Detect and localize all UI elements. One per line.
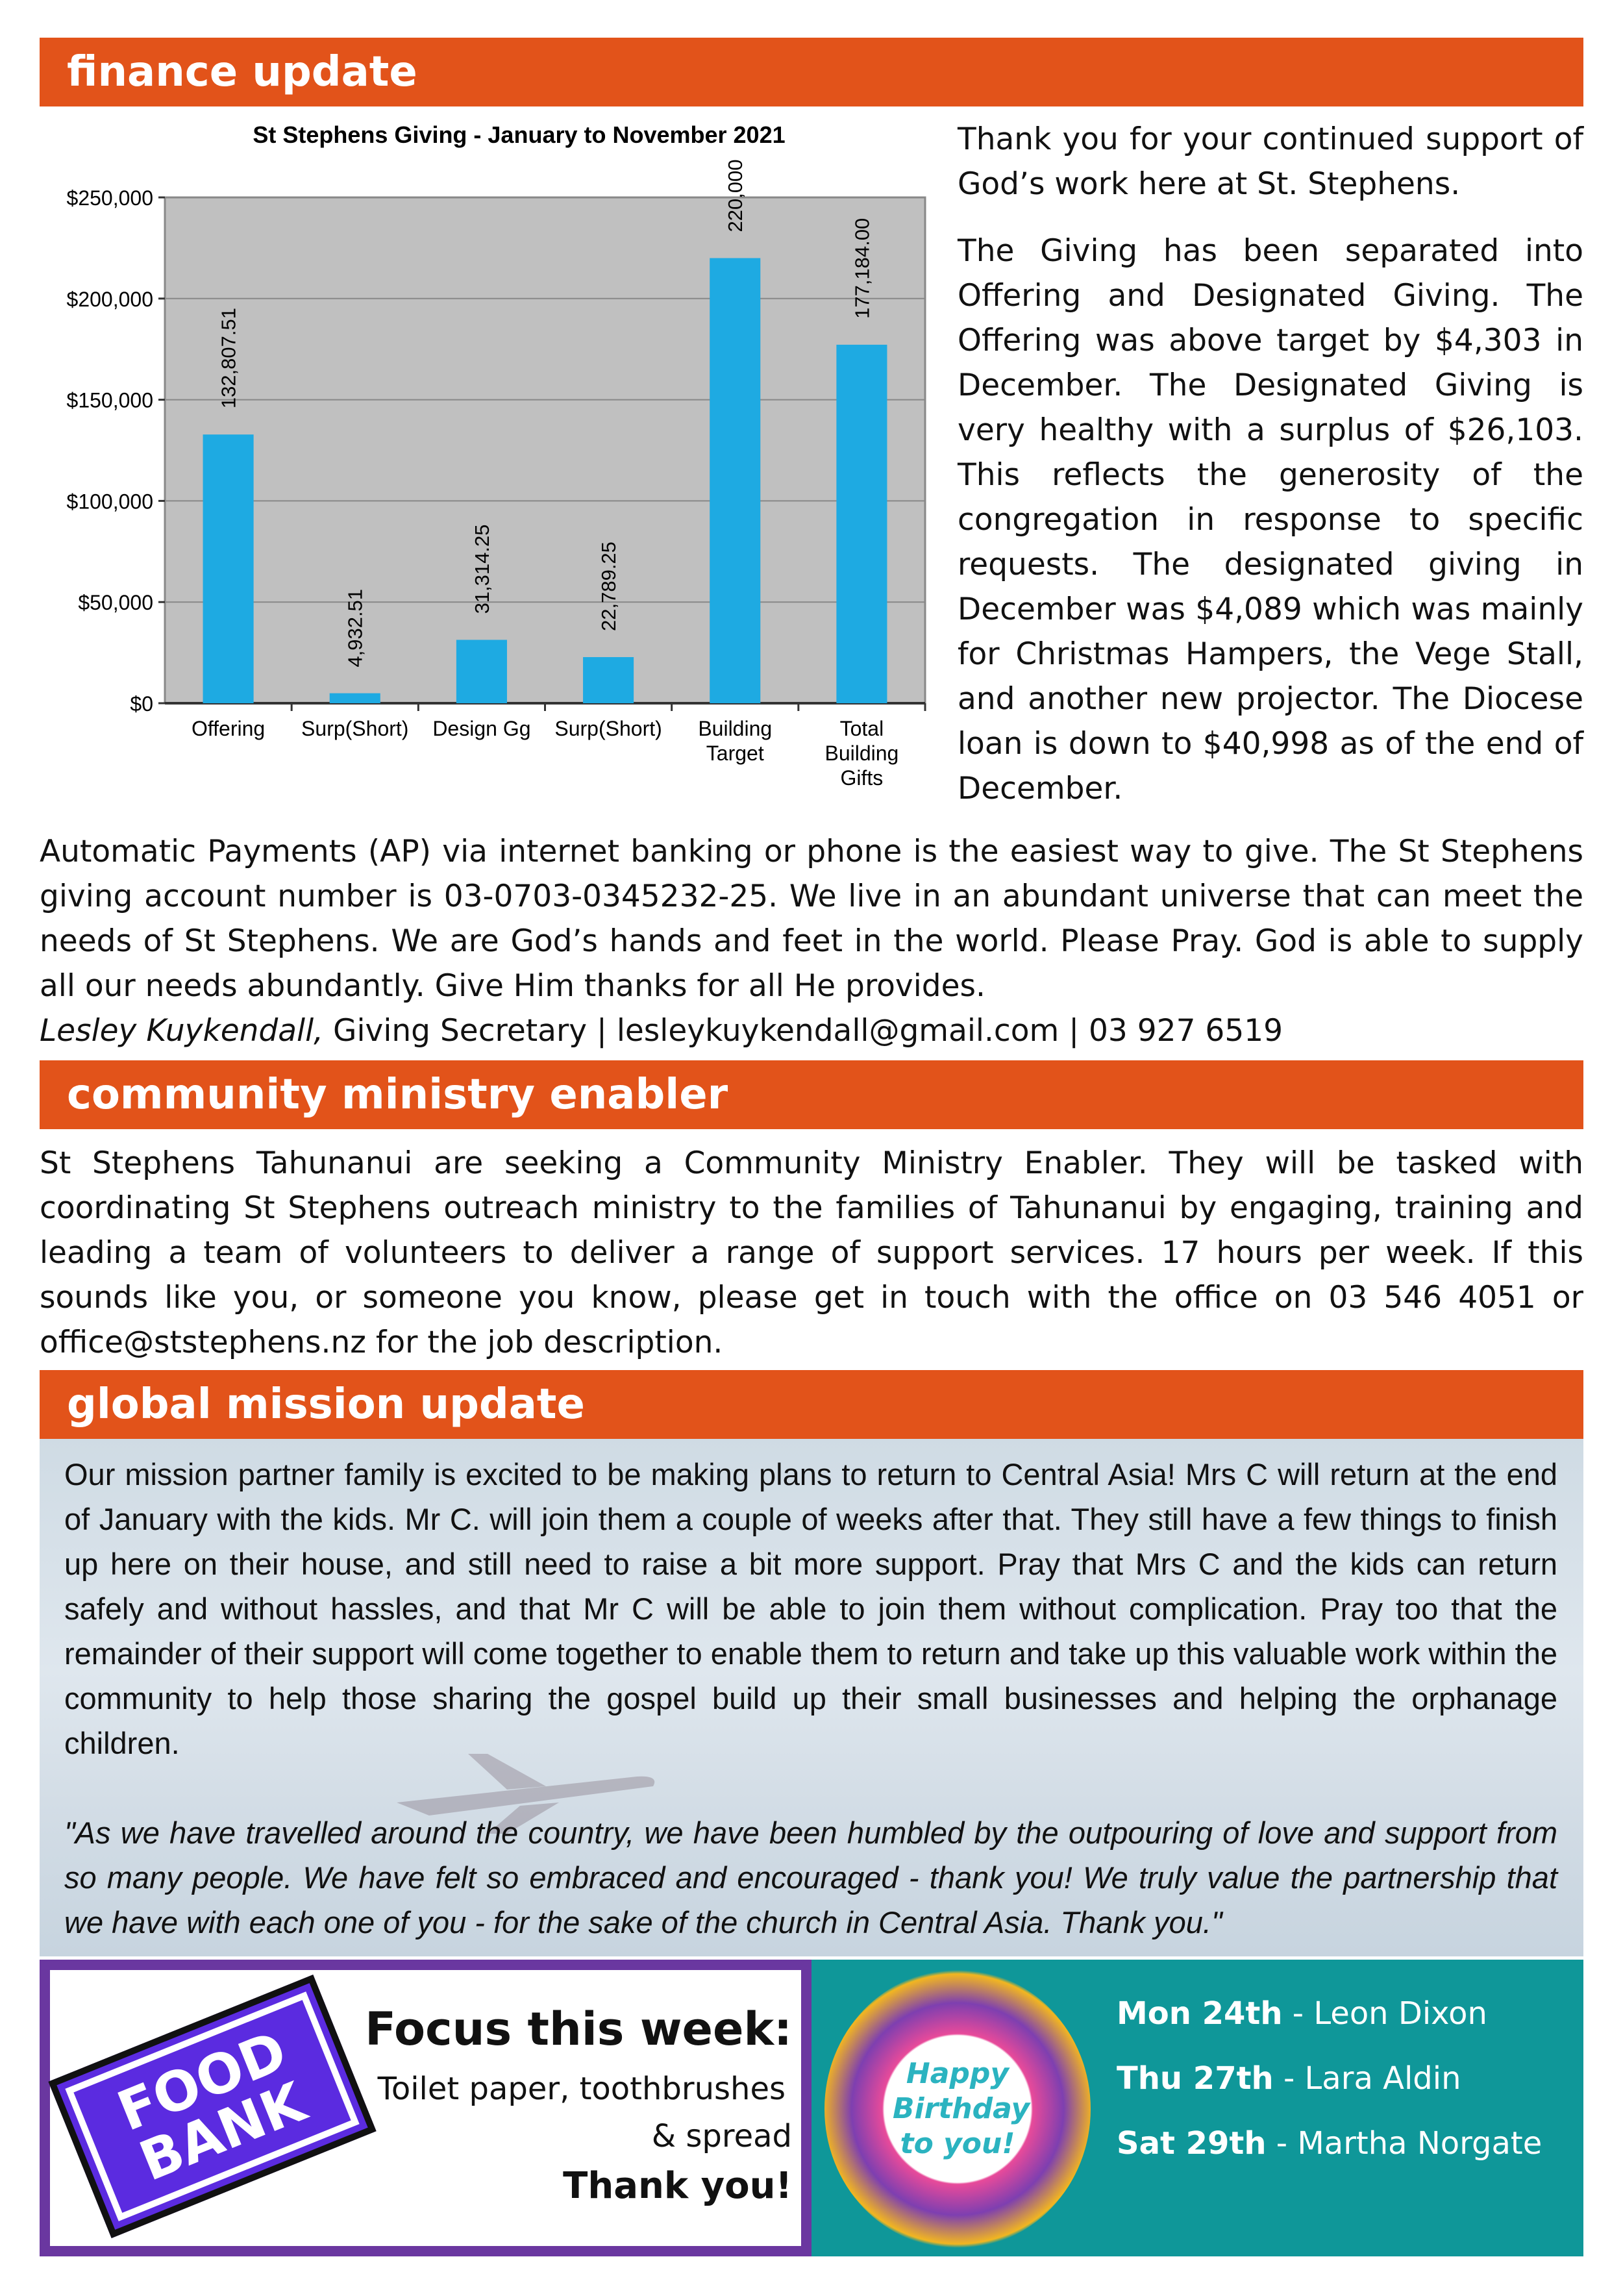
focus-items-1: Toilet paper, toothbrushes xyxy=(377,2071,786,2107)
bar xyxy=(710,258,760,703)
giving-bar-chart xyxy=(40,117,935,797)
x-tick-label: Design Gg xyxy=(432,717,531,740)
global-mission-box xyxy=(40,1439,1583,1956)
data-label: 22,789.25 xyxy=(597,542,621,631)
global-quote: "As we have travelled around the country, we have been humbled by the outpouring of love and support from so many people. We have felt so embraced and encouraged - thank you! We truly value the partnership that we have with each one of you - for the sake of the church in Central Asia. Thank you." xyxy=(64,1816,1557,1940)
bar xyxy=(203,434,254,703)
happy-birthday-text: Happy Birthday to you! xyxy=(893,2057,1030,2160)
plot-area xyxy=(165,197,925,703)
finance-paragraph: The Giving has been separated into Offering and Designated Giving. The Offering was above target by $4,303 in December. The Designated Giving is very healthy with a surplus of $26,103. This reflects the generosity of the congregation in response to specific requests. The designated giving in December was $4,089 which was mainly for Christmas Hampers, the Vege Stall, and another new projector. The Diocese loan is down to $40,998 as of the end of December. xyxy=(958,233,1583,806)
community-header: community ministry enabler xyxy=(40,1060,1583,1129)
chart-title: St Stephens Giving - January to November 2021 xyxy=(253,121,786,148)
bar xyxy=(456,640,507,703)
y-tick-label: $150,000 xyxy=(66,388,153,412)
global-paragraph: Our mission partner family is excited to be making plans to return to Central Asia! Mrs C will return at the end of January with the kids. Mr C. will join them a couple of weeks after that. They still have a few things to finish up here on their house, and still need to raise a bit more support. Pray that Mrs C and the kids can return safely and without hassles, and that Mr C will be able to join them without complication. Pray too that the remainder of their support will come together to enable them to return and take up this valuable work within the community to help those sharing the gospel build up their small businesses and helping the orphanage children. xyxy=(64,1457,1557,1760)
finance-intro: Thank you for your continued support of God’s work here at St. Stephens. xyxy=(958,121,1583,202)
bar xyxy=(583,657,634,703)
y-tick-label: $50,000 xyxy=(78,591,153,615)
x-tick-label: Building xyxy=(698,717,773,740)
focus-items-2: & spread xyxy=(651,2118,792,2154)
happy-birthday-art xyxy=(824,1969,1091,2249)
birthdays-panel xyxy=(812,1960,1583,2256)
bar xyxy=(330,693,380,703)
x-tick-label: Offering xyxy=(191,717,266,740)
birthday-item: Mon 24th - Leon Dixon xyxy=(1117,1995,1487,2032)
y-tick-label: $250,000 xyxy=(66,186,153,210)
data-label: 132,807.51 xyxy=(217,308,240,409)
signature-details: Giving Secretary | lesleykuykendall@gmail.com | 03 927 6519 xyxy=(323,1013,1283,1049)
finance-header: finance update xyxy=(40,38,1583,106)
ap-paragraph: Automatic Payments (AP) via internet banking or phone is the easiest way to give. The St Stephens giving account number is 03-0703-0345232-25. We live in an abundant universe that can meet the needs of St Stephens. We are God’s hands and feet in the world. Please Pray. God is able to supply all our needs abundantly. Give Him thanks for all He provides. xyxy=(40,834,1583,1004)
x-tick-label: Target xyxy=(706,742,764,765)
y-tick-label: $200,000 xyxy=(66,287,153,311)
x-tick-label: Surp(Short) xyxy=(554,717,662,740)
y-tick-label: $0 xyxy=(130,692,153,716)
community-paragraph: St Stephens Tahunanui are seeking a Community Ministry Enabler. They will be tasked with coordinating St Stephens outreach ministry to the families of Tahunanui by engaging, training and leading a team of volunteers to deliver a range of support services. 17 hours per week. If this sounds like you, or someone you know, please get in touch with the office on 03 546 4051 or office@ststephens.nz for the job description. xyxy=(40,1145,1583,1360)
bar xyxy=(836,345,887,703)
x-tick-label: Building xyxy=(824,742,899,765)
data-label: 220,000 xyxy=(724,159,747,232)
y-tick-label: $100,000 xyxy=(66,490,153,514)
x-tick-label: Total xyxy=(839,717,884,740)
focus-title: Focus this week: xyxy=(365,2003,792,2056)
focus-thanks: Thank you! xyxy=(563,2165,792,2207)
signature-name: Lesley Kuykendall, xyxy=(40,1013,324,1049)
foodbank-logo: FOOD BANK xyxy=(48,1975,376,2238)
birthday-item: Sat 29th - Martha Norgate xyxy=(1117,2125,1542,2162)
birthday-item: Thu 27th - Lara Aldin xyxy=(1117,2060,1461,2097)
data-label: 177,184.00 xyxy=(850,218,874,319)
global-header: global mission update xyxy=(40,1370,1583,1439)
foodbank-panel xyxy=(40,1960,812,2256)
x-tick-label: Surp(Short) xyxy=(301,717,409,740)
signature-line xyxy=(40,1008,1583,1053)
data-label: 4,932.51 xyxy=(343,588,367,668)
data-label: 31,314.25 xyxy=(470,524,493,614)
x-tick-label: Gifts xyxy=(840,766,884,790)
